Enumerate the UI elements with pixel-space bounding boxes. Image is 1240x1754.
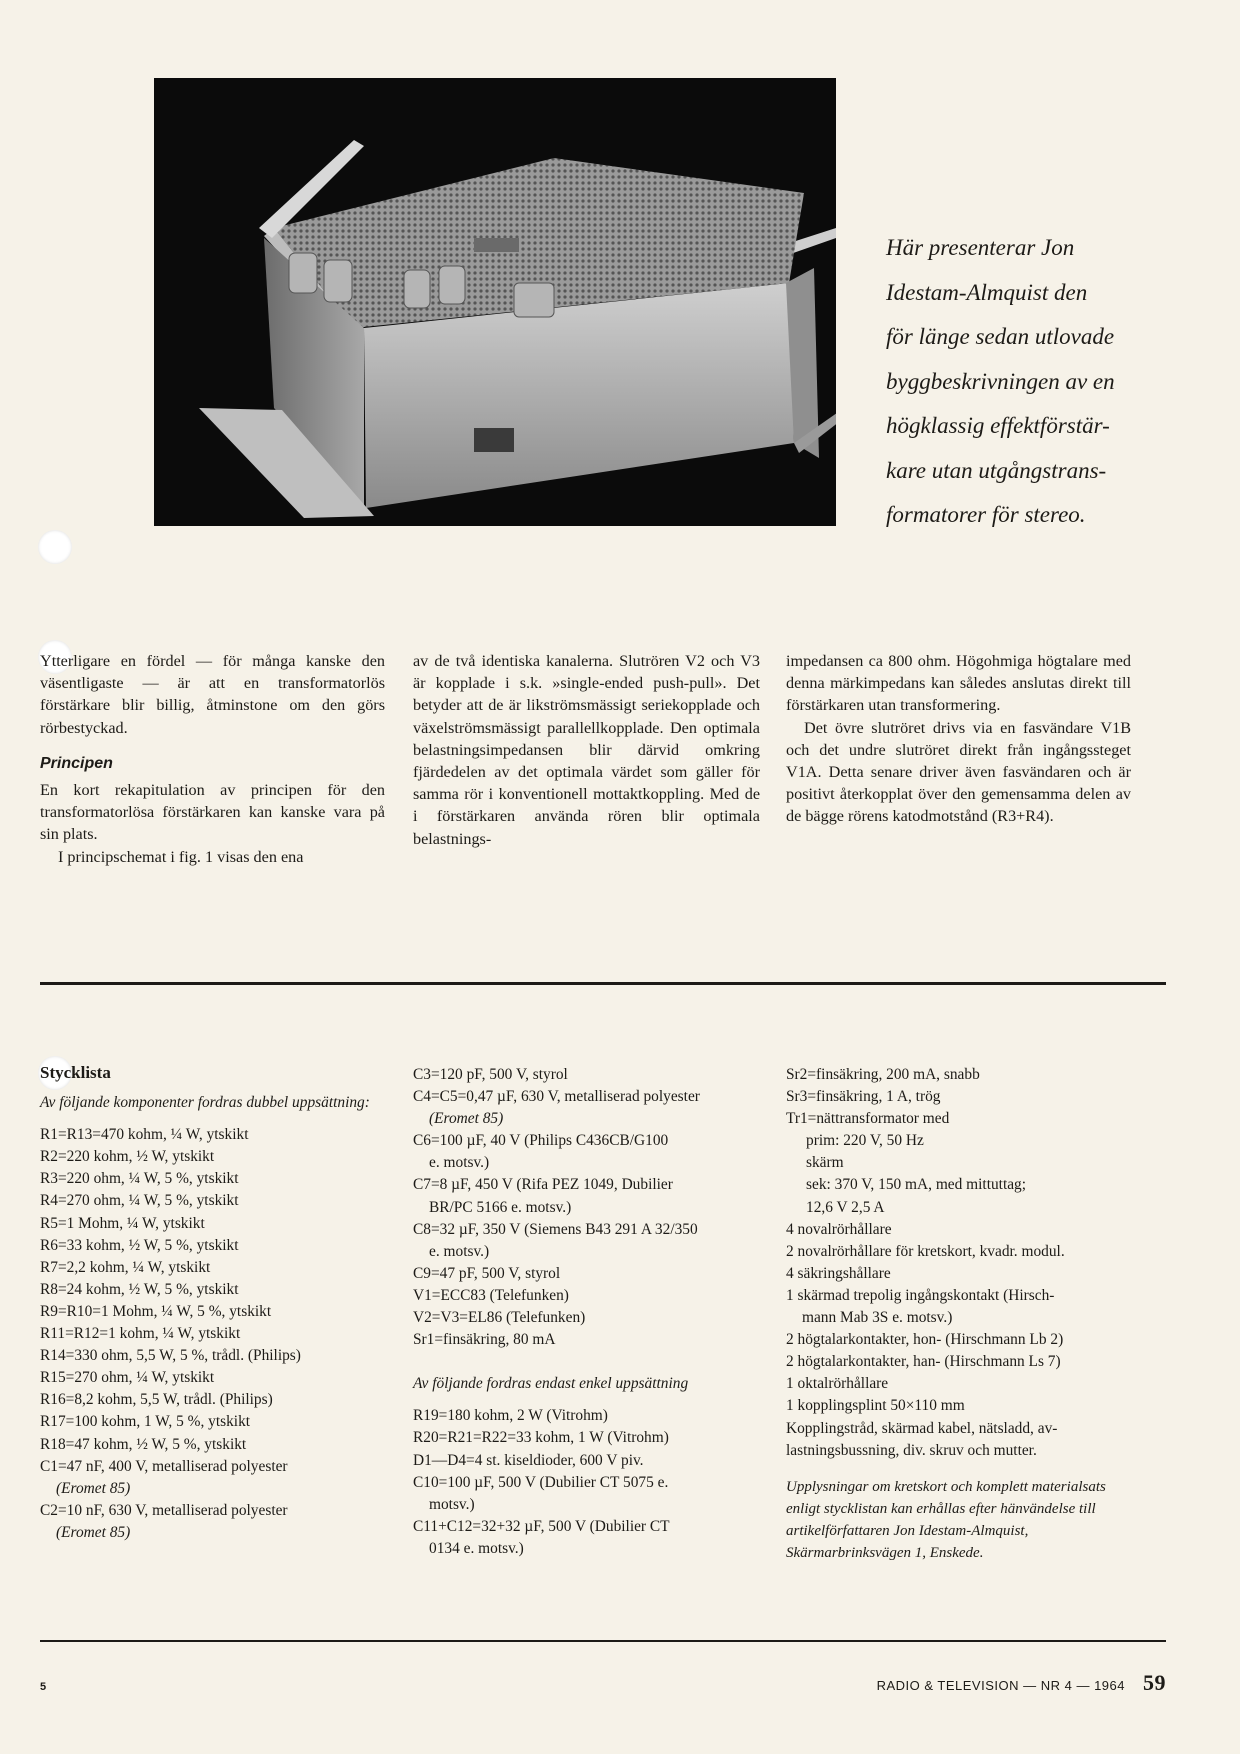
part-line: C4=C5=0,47 µF, 630 V, metalliserad polyester (413, 1088, 700, 1106)
part-line: R11=R12=1 kohm, ¼ W, ytskikt (40, 1325, 241, 1343)
part-line: R5=1 Mohm, ¼ W, ytskikt (40, 1214, 205, 1232)
part-line: Sr1=finsäkring, 80 mA (413, 1331, 556, 1349)
part-line: 1 kopplingsplint 50×110 mm (786, 1397, 965, 1415)
part-line: R18=47 kohm, ½ W, 5 %, ytskikt (40, 1435, 247, 1453)
parts-column-2 (413, 1064, 773, 1560)
part-line: R8=24 kohm, ½ W, 5 %, ytskikt (40, 1280, 239, 1298)
amplifier-chassis-photo (154, 78, 836, 526)
intro-line: byggbeskrivningen av en (886, 368, 1115, 394)
part-line: Tr1=nättransformator med (786, 1110, 950, 1128)
part-line: R3=220 ohm, ¼ W, 5 %, ytskikt (40, 1170, 239, 1188)
part-line: R14=330 ohm, 5,5 W, 5 %, trådl. (Philips) (40, 1347, 301, 1365)
footer-divider (40, 1640, 1166, 1642)
parts-footnote: Upplysningar om kretskort och komplett materialsats enligt stycklistan kan erhållas efter hänvändelse till artikelförfattaren Jon Idestam-Almquist, Skärmarbrinksvägen 1, Enskede. (786, 1478, 1106, 1561)
spacer (413, 1351, 773, 1365)
body-paragraph: En kort rekapitulation av principen för den transformatorlösa förstärkaren kan kanske vara på sin plats. (40, 781, 385, 844)
body-column-2 (413, 650, 760, 850)
section-divider (40, 982, 1166, 985)
part-line: C6=100 µF, 40 V (Philips C436CB/G100 (413, 1132, 669, 1150)
body-paragraph: Det övre slutröret drivs via en fasvändare V1B och det undre slutröret direkt från ingångssteget V1A. Detta senare driver även fasvändaren och är positivt återkopplat över den gemensamma delen av de bägge rörens katodmotstånd (R3+R4). (786, 718, 1131, 826)
part-line: R19=180 kohm, 2 W (Vitrohm) (413, 1407, 608, 1425)
part-line: 4 novalrörhållare (786, 1220, 892, 1238)
part-line: 2 högtalarkontakter, hon- (Hirschmann Lb 2) (786, 1331, 1064, 1349)
intro-line: för länge sedan utlovade (886, 324, 1115, 349)
magazine-issue: RADIO & TELEVISION — NR 4 — 1964 (876, 1678, 1125, 1693)
part-line: D1—D4=4 st. kiseldioder, 600 V piv. (413, 1451, 644, 1469)
page-number: 59 (1143, 1670, 1166, 1695)
parts-column-1 (40, 1062, 390, 1544)
part-line: prim: 220 V, 50 Hz (806, 1132, 924, 1150)
intro-line: formatorer för stereo. (886, 502, 1086, 527)
body-column-3 (786, 650, 1131, 828)
part-line: 0134 e. motsv.) (429, 1539, 524, 1557)
intro-line: kare utan utgångstrans- (886, 457, 1107, 483)
body-column-1 (40, 650, 385, 868)
part-line: motsv.) (429, 1495, 475, 1513)
part-line: 12,6 V 2,5 A (806, 1198, 885, 1216)
part-line: R16=8,2 kohm, 5,5 W, trådl. (Philips) (40, 1391, 273, 1409)
part-line: 2 högtalarkontakter, han- (Hirschmann Ls 7) (786, 1353, 1061, 1371)
parts-note-single: Av följande fordras endast enkel uppsättning (413, 1375, 689, 1393)
body-paragraph: I principschemat i fig. 1 visas den ena (58, 847, 304, 866)
parts-column-3 (786, 1064, 1131, 1564)
part-line: (Eromet 85) (56, 1523, 131, 1541)
part-line: 2 novalrörhållare för kretskort, kvadr. modul. (786, 1242, 1065, 1260)
part-line: sek: 370 V, 150 mA, med mittuttag; (806, 1176, 1027, 1194)
part-line: C2=10 nF, 630 V, metalliserad polyester (40, 1501, 288, 1519)
intro-line: högklassig effektförstär- (886, 413, 1110, 438)
part-line: Sr3=finsäkring, 1 A, trög (786, 1088, 941, 1106)
part-line: V2=V3=EL86 (Telefunken) (413, 1309, 586, 1327)
part-line: C11+C12=32+32 µF, 500 V (Dubilier CT (413, 1517, 670, 1535)
footer-left-mark: 5 (40, 1681, 47, 1693)
part-line: C1=47 nF, 400 V, metalliserad polyester (40, 1457, 288, 1475)
part-line: R17=100 kohm, 1 W, 5 %, ytskikt (40, 1413, 251, 1431)
part-line: R1=R13=470 kohm, ¼ W, ytskikt (40, 1126, 249, 1144)
part-line: 1 skärmad trepolig ingångskontakt (Hirsch- (786, 1286, 1055, 1304)
part-line: mann Mab 3S e. motsv.) (802, 1309, 953, 1327)
intro-text (886, 226, 1166, 538)
part-line: R7=2,2 kohm, ¼ W, ytskikt (40, 1258, 211, 1276)
part-line: e. motsv.) (429, 1154, 490, 1172)
part-line: 1 oktalrörhållare (786, 1375, 889, 1393)
part-line: skärm (806, 1154, 844, 1172)
part-line: Sr2=finsäkring, 200 mA, snabb (786, 1066, 980, 1083)
part-line: R6=33 kohm, ½ W, 5 %, ytskikt (40, 1236, 239, 1254)
intro-line: Idestam-Almquist den (886, 279, 1088, 305)
part-line: Kopplingstråd, skärmad kabel, nätsladd, av- (786, 1419, 1058, 1437)
parts-note-double: Av följande komponenter fordras dubbel uppsättning: (40, 1094, 370, 1112)
part-line: R2=220 kohm, ½ W, ytskikt (40, 1148, 215, 1166)
footer-magazine (877, 1670, 1166, 1696)
part-line: (Eromet 85) (429, 1110, 504, 1128)
section-heading: Principen (40, 754, 113, 772)
part-line: R20=R21=R22=33 kohm, 1 W (Vitrohm) (413, 1429, 669, 1447)
part-line: C8=32 µF, 350 V (Siemens B43 291 A 32/350 (413, 1220, 698, 1238)
parts-list-title: Stycklista (40, 1063, 111, 1082)
part-line: BR/PC 5166 e. motsv.) (429, 1198, 572, 1216)
body-paragraph: av de två identiska kanalerna. Slutrören V2 och V3 är kopplade i s.k. »single-ended push-pull». Det betyder att de är likströmsmässigt seriekopplade och växelströmsmässigt parallellkopplade. Den optimala belastningsimpedansen blir därvid omkring fjärdedelen av det optimala värdet som gäller för samma rör i konventionell mottaktkoppling. Med de i förstärkaren använda rören blir optimala belastnings- (413, 652, 760, 848)
part-line: 4 säkringshållare (786, 1264, 891, 1282)
part-line: C10=100 µF, 500 V (Dubilier CT 5075 e. (413, 1473, 669, 1491)
part-line: V1=ECC83 (Telefunken) (413, 1286, 569, 1304)
punch-hole-upper (38, 530, 72, 564)
part-line: R15=270 ohm, ¼ W, ytskikt (40, 1369, 215, 1387)
part-line: R4=270 ohm, ¼ W, 5 %, ytskikt (40, 1192, 239, 1210)
part-line: (Eromet 85) (56, 1479, 131, 1497)
intro-line: Här presenterar Jon (886, 235, 1075, 260)
body-paragraph: impedansen ca 800 ohm. Högohmiga högtalare med denna märkimpedans kan således anslutas direkt till förstärkaren utan transformering. (786, 652, 1131, 715)
body-paragraph: Ytterligare en fördel — för många kanske den väsentligaste — är att en transformatorlös förstärkare blir billig, åtminstone om den görs rörbestyckad. (40, 652, 385, 737)
part-line: C7=8 µF, 450 V (Rifa PEZ 1049, Dubilier (413, 1176, 673, 1194)
part-line: R9=R10=1 Mohm, ¼ W, 5 %, ytskikt (40, 1302, 272, 1320)
part-line: lastningsbussning, div. skruv och mutter. (786, 1441, 1037, 1459)
part-line: C3=120 pF, 500 V, styrol (413, 1066, 568, 1083)
part-line: C9=47 pF, 500 V, styrol (413, 1264, 561, 1282)
part-line: e. motsv.) (429, 1242, 490, 1260)
